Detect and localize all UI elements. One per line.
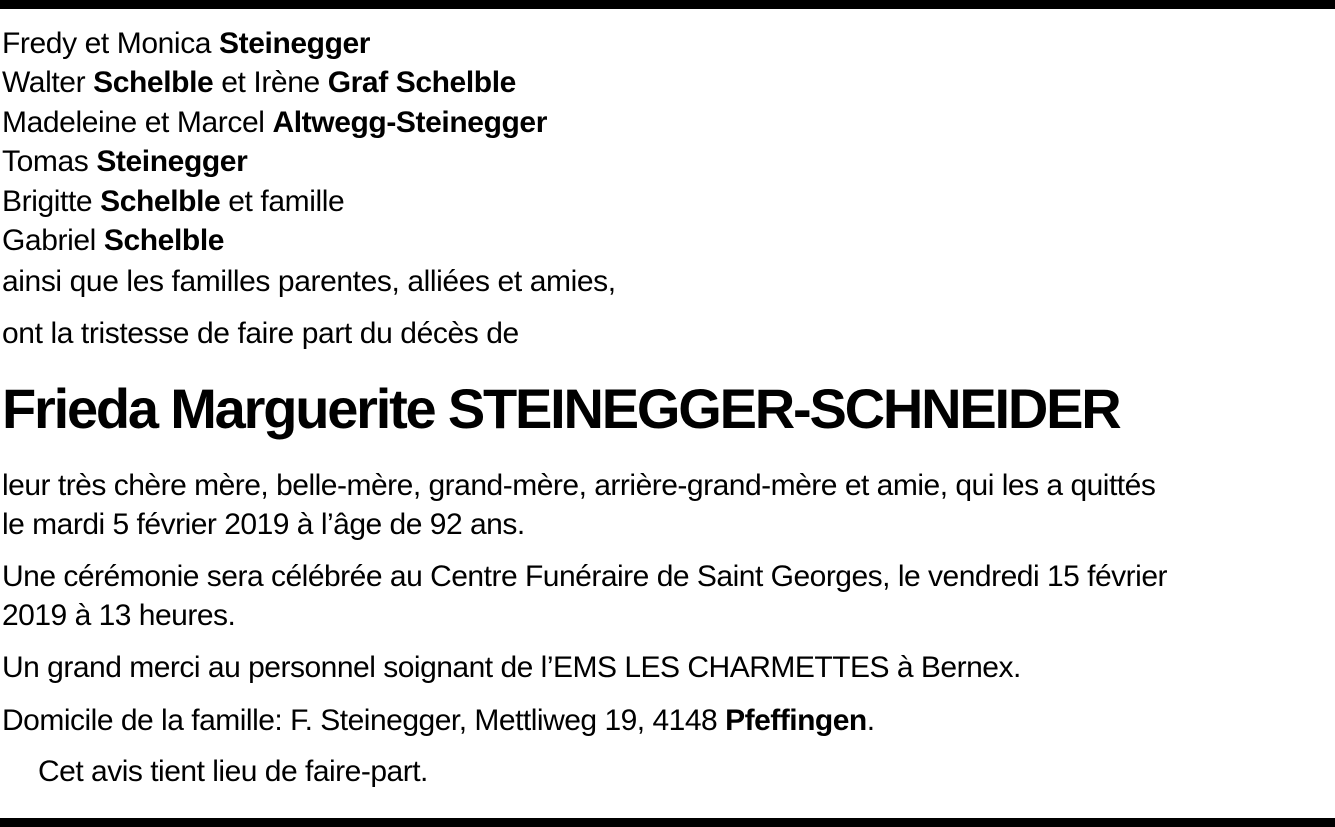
mourner-given-names: Tomas xyxy=(2,145,89,178)
mourner-line xyxy=(2,24,370,64)
relation-line-1: leur très chère mère, belle-mère, grand-mère, arrière-grand-mère et amie, qui les a quittés xyxy=(2,469,1156,502)
thanks-line: Un grand merci au personnel soignant de l’EMS LES CHARMETTES à Bernex. xyxy=(2,651,1021,684)
mourner-family-name: Schelble xyxy=(93,66,214,99)
notice-line: Cet avis tient lieu de faire-part. xyxy=(38,755,428,788)
mourner-line xyxy=(2,63,516,103)
domicile-town: Pfeffingen xyxy=(725,704,867,737)
deceased-name: Frieda Marguerite STEINEGGER-SCHNEIDER xyxy=(2,377,1120,440)
top-rule xyxy=(0,0,1335,9)
bottom-rule xyxy=(0,818,1335,827)
mourner-given-names: Gabriel xyxy=(2,224,96,257)
mourner-given-names: Fredy et Monica xyxy=(2,27,212,60)
mourner-family-name: Steinegger xyxy=(96,145,248,178)
domicile-suffix: . xyxy=(866,704,875,737)
mourner-given-names: Brigitte xyxy=(2,185,93,218)
mourner-family-name: Schelble xyxy=(100,185,221,218)
mourner-tail: et famille xyxy=(228,185,345,218)
mourner-family-name: Steinegger xyxy=(219,27,371,60)
mourner-tail: et Irène xyxy=(221,66,320,99)
ceremony-line-2: 2019 à 13 heures. xyxy=(2,599,236,632)
mourner-line xyxy=(2,182,344,222)
domicile-line xyxy=(2,701,875,741)
announcement-line: ont la tristesse de faire part du décès de xyxy=(2,317,519,350)
mourner-family-name-2: Graf Schelble xyxy=(327,66,516,99)
mourner-given-names: Madeleine et Marcel xyxy=(2,106,265,139)
domicile-address: Domicile de la famille: F. Steinegger, Mettliweg 19, 4148 xyxy=(2,704,718,737)
mourner-line xyxy=(2,142,247,182)
mourner-family-name: Schelble xyxy=(103,224,225,257)
mourner-family-name: Altwegg-Steinegger xyxy=(272,106,547,139)
mourner-line xyxy=(2,221,224,261)
relation-line-2: le mardi 5 février 2019 à l’âge de 92 ans. xyxy=(2,508,525,541)
ceremony-line-1: Une cérémonie sera célébrée au Centre Funéraire de Saint Georges, le vendredi 15 février xyxy=(2,560,1167,593)
mourner-line xyxy=(2,103,547,143)
mourner-given-names: Walter xyxy=(2,66,86,99)
relatives-line: ainsi que les familles parentes, alliées et amies, xyxy=(2,265,616,298)
